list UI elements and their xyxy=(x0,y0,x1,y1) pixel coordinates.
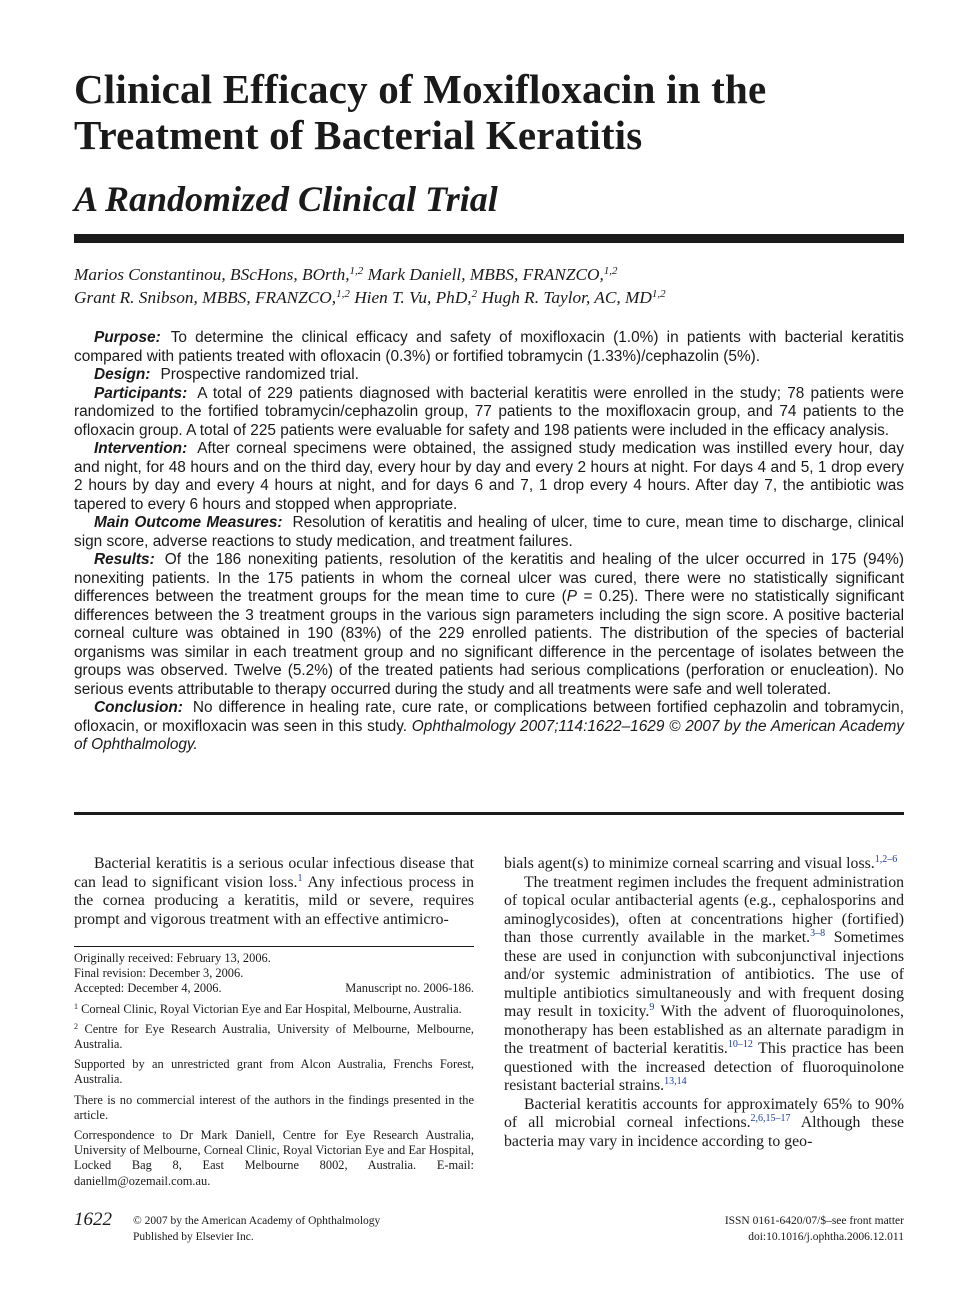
section-label: Results: xyxy=(94,551,155,568)
body-text: With the advent of fluoroquinolones, monotherapy has been established as an alternate paradigm in the treatment of bacterial keratitis. xyxy=(504,1003,904,1057)
interest-note: There is no commercial interest of the authors in the findings presented in the article. xyxy=(74,1092,474,1122)
body-text: Any infectious process in the cornea producing a keratitis, mild or severe, requires prompt and vigorous treatment with an effective antimicro- xyxy=(74,873,474,928)
author-affiliation: 1,2 xyxy=(349,265,364,277)
journal-citation: Ophthalmology 2007;114:1622–1629 © 2007 by the American Academy of Ophthalmology. xyxy=(74,717,905,753)
author-line-1 xyxy=(74,263,904,286)
section-text: Resolution of keratitis and healing of ulcer, time to cure, mean time to discharge, clinical sign score, adverse reactions to study medication, and treatment failures. xyxy=(74,514,904,550)
received-date: Originally received: February 13, 2006. xyxy=(74,951,271,965)
reference-link[interactable]: 9 xyxy=(649,1002,655,1013)
revision-date: Final revision: December 3, 2006. xyxy=(74,966,244,981)
reference-link[interactable]: 1,2–6 xyxy=(874,854,898,865)
publisher-line: Published by Elsevier Inc. xyxy=(133,1230,254,1243)
author-name: Marios Constantinou, BScHons, BOrth, xyxy=(74,265,350,284)
p-value-symbol: P xyxy=(566,588,578,605)
section-text: No difference in healing rate, cure rate, or complications between fortified cephazolin and tobramycin, ofloxacin, or moxifloxacin was seen in this study. xyxy=(74,699,904,735)
body-text: Bacterial keratitis is a serious ocular infectious disease that can lead to significant vision loss. xyxy=(74,855,474,891)
author-name: Hien T. Vu, PhD, xyxy=(354,288,472,307)
accepted-row xyxy=(74,981,474,996)
affiliation-text: Corneal Clinic, Royal Victorian Eye and Ear Hospital, Melbourne, Australia. xyxy=(78,1001,462,1016)
accepted-date: Accepted: December 4, 2006. xyxy=(74,981,222,996)
section-label: Conclusion: xyxy=(94,699,183,716)
author-name: Hugh R. Taylor, AC, MD xyxy=(481,288,652,307)
section-text: Of the 186 nonexiting patients, resolution of the keratitis and healing of the ulcer occurred in 175 (94%) nonexiting patients. In the 175 patients in whom the corneal ulcer was cured, there were no statistically significant differences between the treatment groups for the mean time to cure ( xyxy=(74,551,904,605)
section-label: Design: xyxy=(94,366,151,383)
section-text: After corneal specimens were obtained, the assigned study medication was instilled every hour, day and night, for 48 hours and on the third day, every hour by day and every 2 hours at night. For days 4 and 5, 1 drop every 2 hours by day and every 4 hours at night, and for days 6 and 7, 1 drop every 4 hours. After day 7, the antibiotic was tapered to every 6 hours and stopped when appropriate. xyxy=(74,440,904,513)
author-line-2 xyxy=(74,286,904,309)
issn-info xyxy=(725,1214,904,1245)
body-paragraph xyxy=(504,1096,904,1152)
article-title: Clinical Efficacy of Moxifloxacin in the Treatment of Bacterial Keratitis xyxy=(74,66,767,158)
author-affiliation: 1,2 xyxy=(336,288,350,300)
abstract-results xyxy=(74,551,904,699)
affiliation-1 xyxy=(74,1002,474,1017)
body-text: Bacterial keratitis accounts for approximately 65% to 90% of all microbial corneal infections. xyxy=(504,1095,904,1131)
body-text: Sometimes these are used in conjunction with subconjunctival injections and/or systemic administration of antibiotics. The use of multiple antibiotics simultaneously and with frequent dosing may result in toxicity. xyxy=(504,929,904,1020)
section-label: Main Outcome Measures: xyxy=(94,514,283,531)
funding-note: Supported by an unrestricted grant from Alcon Australia, Frenchs Forest, Australia. xyxy=(74,1057,474,1087)
body-text: This practice has been questioned with the increased detection of fluoroquinolone resistant bacterial strains. xyxy=(504,1040,904,1094)
section-label: Purpose: xyxy=(94,329,161,346)
abstract-purpose xyxy=(74,329,904,366)
footnotes xyxy=(74,951,474,1194)
reference-link[interactable]: 10–12 xyxy=(727,1039,753,1050)
section-text: To determine the clinical efficacy and safety of moxifloxacin (1.0%) in patients with bacterial keratitis compared with patients treated with ofloxacin (0.3%) or fortified tobramycin (1.33%)/cephazolin (5%). xyxy=(74,329,904,365)
body-column-left xyxy=(74,855,474,929)
abstract xyxy=(74,329,904,755)
publisher-info xyxy=(133,1214,380,1245)
author-affiliation: 1,2 xyxy=(651,288,666,300)
body-column-right xyxy=(504,855,904,1151)
correspondence-note: Correspondence to Dr Mark Daniell, Centre for Eye Research Australia, University of Melbourne, Corneal Clinic, Royal Victorian Eye and Ear Hospital, Locked Bag 8, East Melbourne 8002, Australia. E-mail: daniellm@ozemail.com.au. xyxy=(74,1128,474,1188)
author-affiliation: 1,2 xyxy=(603,265,618,277)
reference-link[interactable]: 13,14 xyxy=(664,1076,687,1087)
doi-link[interactable]: doi:10.1016/j.ophtha.2006.12.011 xyxy=(748,1230,904,1243)
abstract-participants xyxy=(74,385,904,441)
author-name: Grant R. Snibson, MBBS, FRANZCO, xyxy=(74,288,337,307)
body-text: The treatment regimen includes the frequent administration of topical ocular antibacterial agents (e.g., cephalosporins and aminoglycosides), often at concentrations higher (fortified) than those currently available in the market. xyxy=(504,873,904,946)
author-name: Mark Daniell, MBBS, FRANZCO, xyxy=(367,265,604,284)
body-paragraph xyxy=(74,855,474,929)
body-paragraph xyxy=(504,855,904,874)
body-paragraph xyxy=(504,874,904,1096)
issn-line: ISSN 0161-6420/07/$–see front matter xyxy=(724,1215,904,1227)
author-list xyxy=(74,263,904,309)
footnote-rule xyxy=(74,946,474,947)
body-text: Although these bacteria may vary in incidence according to geo- xyxy=(504,1114,904,1150)
abstract-intervention xyxy=(74,440,904,514)
copyright-line: © 2007 by the American Academy of Ophthalmology xyxy=(133,1215,381,1227)
abstract-outcome xyxy=(74,514,904,551)
body-text: bials agent(s) to minimize corneal scarring and visual loss. xyxy=(504,855,875,872)
affiliation-text: Centre for Eye Research Australia, University of Melbourne, Melbourne, Australia. xyxy=(74,1021,474,1052)
reference-link[interactable]: 1 xyxy=(297,872,303,884)
title-rule xyxy=(74,234,904,243)
author-affiliation: 2 xyxy=(471,288,478,300)
section-text: A total of 229 patients diagnosed with bacterial keratitis were enrolled in the study; 78 patients were randomized to the fortified tobramycin/cephazolin group, 77 patients to the moxifloxacin group, and 74 patients to the ofloxacin group. A total of 225 patients were evaluable for safety and 198 patients were included in the efficacy analysis. xyxy=(74,384,904,439)
manuscript-number: Manuscript no. 2006-186. xyxy=(345,981,474,996)
abstract-design xyxy=(74,366,904,385)
section-label: Intervention: xyxy=(94,440,188,457)
affiliation-2 xyxy=(74,1022,474,1052)
affiliation-marker: 2 xyxy=(74,1021,78,1031)
section-text: = 0.25). There were no statistically significant differences between the 3 treatment groups in the various sign parameters including the sign score. A positive bacterial corneal culture was obtained in 190 (83%) of the 229 enrolled patients. The distribution of the species of bacterial organisms was similar in each treatment group and no significant difference in the percentage of isolates between the groups was observed. Twelve (5.2%) of the treated patients had serious complications (perforation or enucleation). No serious events attributable to therapy occurred during the study and all treatments were safe and well tolerated. xyxy=(74,588,904,698)
page-number: 1622 xyxy=(74,1209,112,1230)
affiliation-marker: 1 xyxy=(74,1001,78,1011)
abstract-conclusion xyxy=(74,699,904,755)
section-label: Participants: xyxy=(94,384,188,402)
reference-link[interactable]: 2,6,15–17 xyxy=(750,1113,791,1124)
abstract-rule xyxy=(74,812,904,815)
article-subtitle: A Randomized Clinical Trial xyxy=(74,179,498,219)
section-text: Prospective randomized trial. xyxy=(160,366,359,383)
reference-link[interactable]: 3–8 xyxy=(810,928,826,939)
